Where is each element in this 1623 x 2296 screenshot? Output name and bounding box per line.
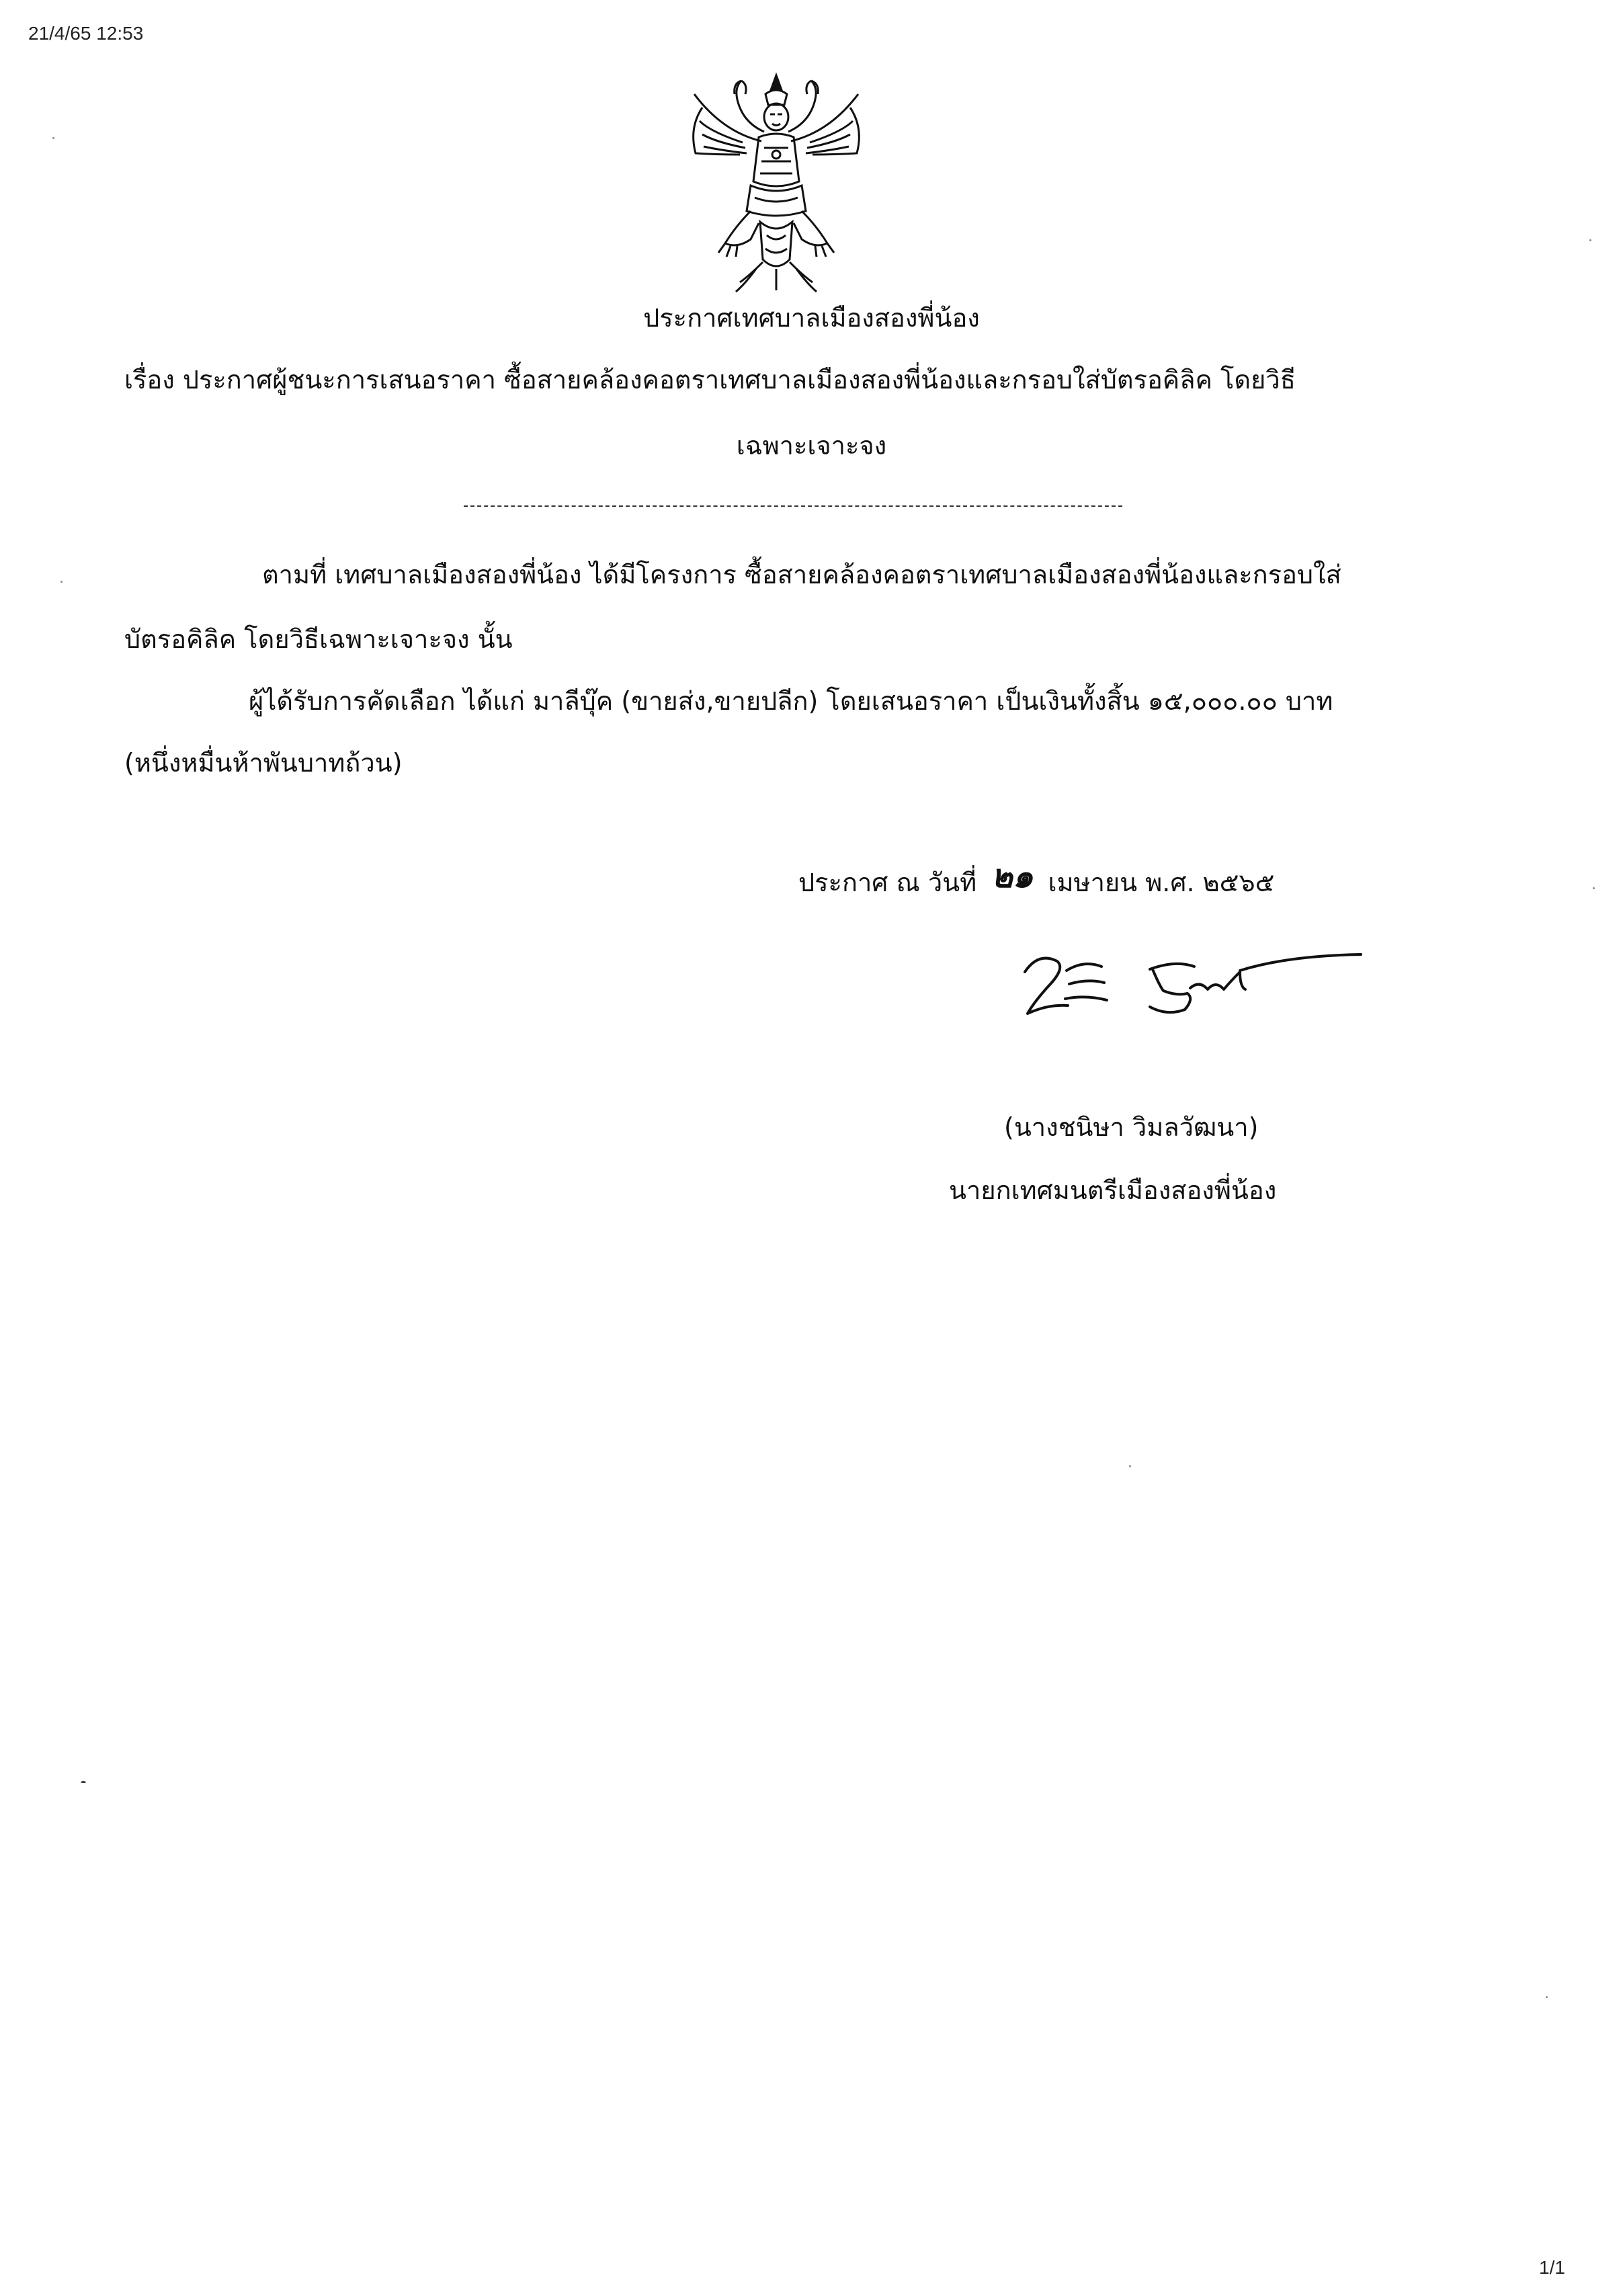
scan-speck	[1589, 239, 1591, 241]
page-counter: 1/1	[1539, 2257, 1565, 2278]
document-title: ประกาศเทศบาลเมืองสองพี่น้อง	[643, 303, 980, 333]
announcement-date	[798, 855, 1274, 906]
subject-line-2: เฉพาะเจาะจง	[736, 431, 887, 460]
scan-speck	[1593, 887, 1595, 889]
scan-speck	[1546, 1996, 1548, 1998]
paragraph-1-line-2: บัตรอคิลิค โดยวิธีเฉพาะเจาะจง นั้น	[124, 624, 513, 654]
date-day-handwritten: ๒๑	[991, 858, 1034, 895]
scan-speck	[52, 137, 54, 139]
scan-speck	[1129, 1465, 1131, 1467]
date-prefix: ประกาศ ณ วันที่	[798, 868, 977, 897]
print-timestamp: 21/4/65 12:53	[28, 23, 144, 44]
signer-position: นายกเทศมนตรีเมืองสองพี่น้อง	[949, 1176, 1277, 1205]
subject-line-1: เรื่อง ประกาศผู้ชนะการเสนอราคา ซื้อสายคล้องคอตราเทศบาลเมืองสองพี่น้องและกรอบใส่บัตรอคิลิค โดยวิธี	[124, 365, 1296, 395]
handwritten-signature	[1018, 932, 1368, 1032]
date-suffix: เมษายน พ.ศ. ๒๕๖๕	[1048, 868, 1275, 897]
garuda-emblem-icon	[675, 67, 877, 299]
signer-name: (นางชนิษา วิมลวัฒนา)	[1004, 1112, 1259, 1142]
scan-speck	[60, 581, 63, 583]
paragraph-2-line-2: (หนึ่งหมื่นห้าพันบาทถ้วน)	[124, 748, 403, 778]
scan-speck	[81, 1781, 86, 1783]
paragraph-2-line-1: ผู้ได้รับการคัดเลือก ได้แก่ มาลีบุ๊ค (ขายส่ง,ขายปลีก) โดยเสนอราคา เป็นเงินทั้งสิ้น ๑๕,๐๐๐.๐๐ บาท	[249, 686, 1333, 716]
separator-line	[464, 505, 1122, 507]
paragraph-1-line-1: ตามที่ เทศบาลเมืองสองพี่น้อง ได้มีโครงการ ซื้อสายคล้องคอตราเทศบาลเมืองสองพี่น้องและกรอบใส่	[262, 560, 1341, 589]
